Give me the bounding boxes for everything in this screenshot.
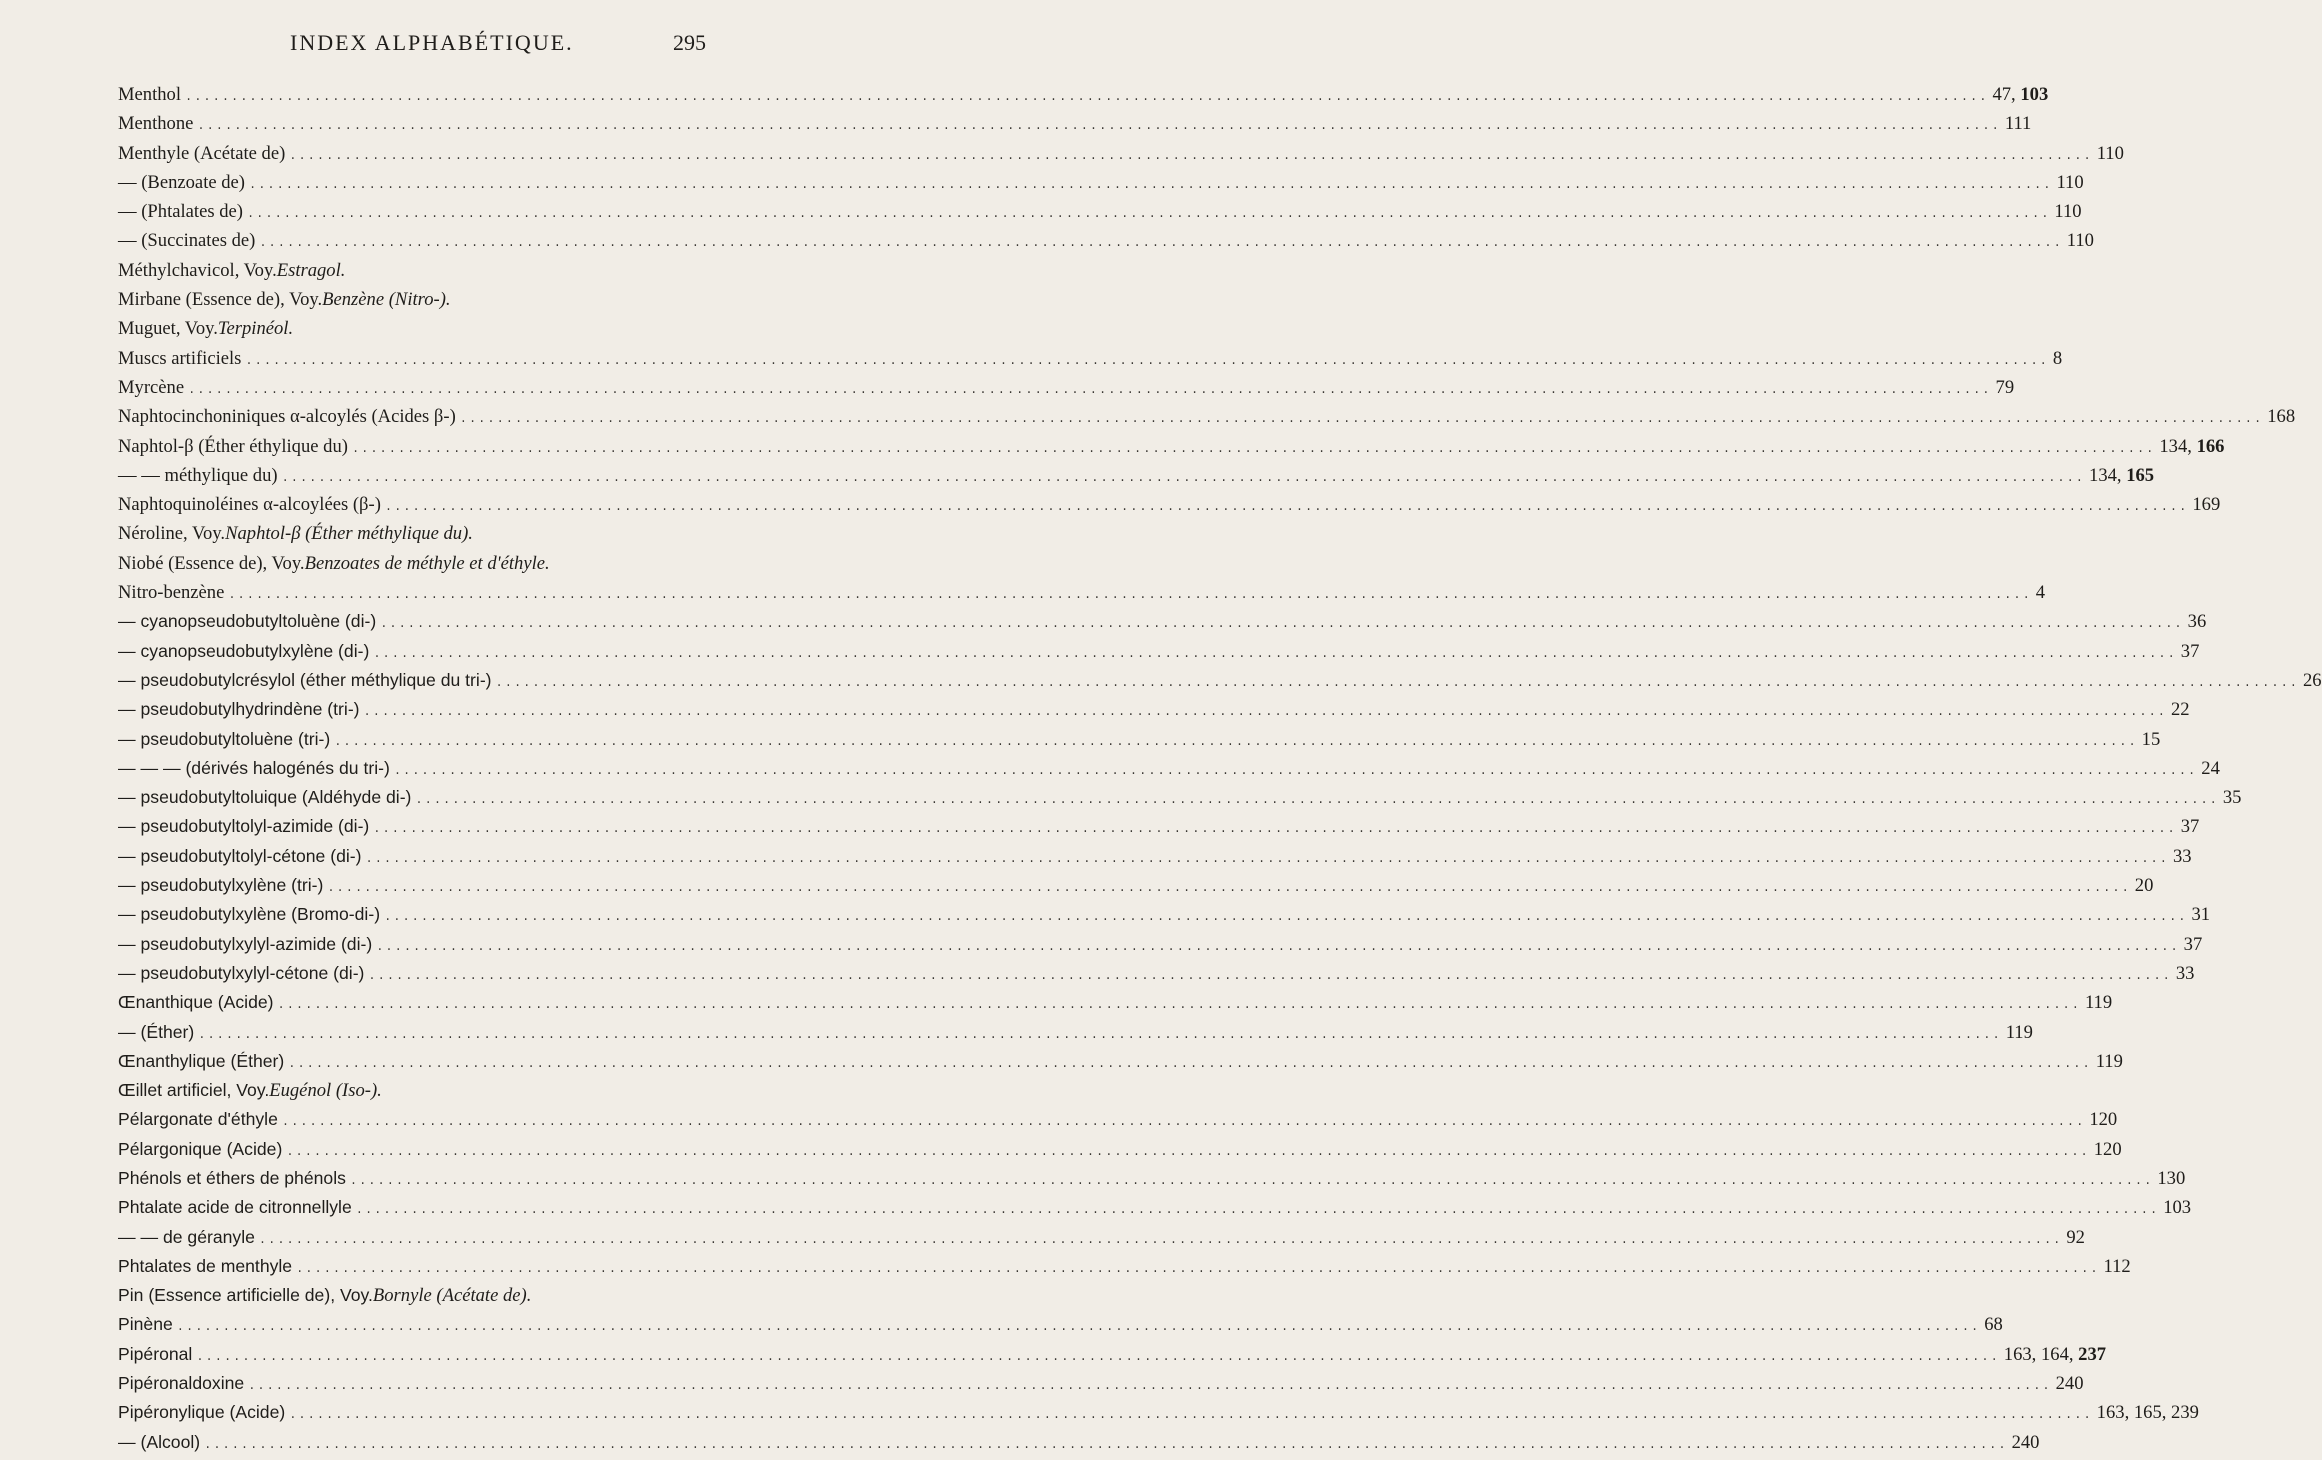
entry-pages: 120 [2093, 1138, 2122, 1160]
entry-label: Pélargonique (Acide) [118, 1138, 283, 1159]
entry-label: Phtalate acide de citronnellyle [118, 1197, 352, 1218]
dot-leader [245, 347, 2048, 376]
dot-leader [286, 1138, 2089, 1167]
index-entry [118, 1223, 2085, 1252]
entry-pages: 20 [2134, 875, 2154, 897]
entry-pages: 168 [2267, 406, 2296, 428]
entry-label: Nitro-benzène [118, 582, 225, 604]
entry-label: — pseudobutyltolyl-azimide (di-) [118, 816, 370, 837]
entry-label: — pseudobutylxylène (Bromo-di-) [118, 904, 381, 925]
index-entry [118, 168, 2084, 197]
entry-pages: 79 [1995, 376, 2015, 398]
entry-pages: 68 [1984, 1314, 2003, 1336]
entry-label: Œnanthylique (Éther) [118, 1050, 285, 1071]
dot-leader [248, 1372, 2051, 1401]
entry-label: — pseudobutylcrésylol (éther méthylique du tri-) [118, 669, 492, 690]
entry-main-page: 237 [2078, 1343, 2107, 1365]
entry-pages: 92 [2066, 1226, 2085, 1248]
index-entry [118, 900, 2211, 929]
entry-pages: 110 [2066, 230, 2094, 252]
entry-label: Naphtoquinoléines α-alcoylées (β-) [118, 494, 381, 516]
entry-label: Œnanthique (Acide) [118, 992, 274, 1013]
dot-leader [282, 1108, 2085, 1137]
dot-leader [198, 1021, 2001, 1050]
entry-pages: 110 [2054, 201, 2082, 223]
index-entry [118, 490, 2221, 519]
entry-main-page: 165 [2126, 464, 2155, 486]
dot-leader [356, 1196, 2159, 1225]
entry-reference: Benzène (Nitro-). [322, 289, 451, 311]
entry-label: Muguet, Voy. [118, 318, 218, 340]
dot-leader [380, 610, 2183, 639]
index-entry [118, 256, 706, 285]
entry-pages: 130 [2157, 1167, 2186, 1189]
index-entry [118, 607, 2207, 636]
index-entry [118, 1281, 706, 1310]
entry-label: — pseudobutylhydrindène (tri-) [118, 699, 360, 720]
dot-leader [368, 962, 2171, 991]
running-head: INDEX ALPHABÉTIQUE. [290, 30, 574, 55]
index-entry [118, 519, 706, 548]
index-entry [118, 695, 2190, 724]
entry-label: — — — (dérivés halogénés du tri-) [118, 757, 390, 778]
index-entry [118, 1369, 2084, 1398]
entry-label: Muscs artificiels [118, 347, 242, 369]
index-entry [118, 549, 706, 578]
entry-reference: Benzoates de méthyle et d'éthyle. [304, 552, 550, 574]
index-entry [118, 1398, 2199, 1427]
index-entry [118, 666, 2322, 695]
entry-label: Pipéronal [118, 1343, 193, 1364]
entry-label: Menthyle (Acétate de) [118, 142, 286, 164]
dot-leader [249, 171, 2052, 200]
index-entry [118, 1428, 2040, 1457]
entry-pages: 47, 103 [1992, 84, 2049, 105]
dot-leader [415, 786, 2218, 815]
entry-pages: 110 [2096, 142, 2124, 164]
entry-label: — (Phtalates de) [118, 201, 243, 223]
index-entry [118, 1193, 2192, 1222]
index-entry [118, 373, 2015, 402]
entry-pages: 240 [2055, 1373, 2084, 1395]
dot-leader [289, 142, 2092, 171]
dot-leader [259, 229, 2062, 258]
index-entry [118, 139, 2124, 168]
index-entry [118, 432, 2225, 461]
dot-leader [373, 815, 2176, 844]
entry-label: — pseudobutyltoluique (Aldéhyde di-) [118, 787, 412, 808]
dot-leader [366, 845, 2169, 874]
dot-leader [352, 435, 2155, 464]
dot-leader [288, 1050, 2091, 1079]
dot-leader [196, 1343, 1999, 1372]
entry-label: — pseudobutyltoluène (tri-) [118, 728, 331, 749]
entry-pages: 37 [2180, 640, 2200, 662]
entry-label: Phtalates de menthyle [118, 1255, 293, 1276]
dot-leader [327, 874, 2130, 903]
dot-leader [385, 493, 2188, 522]
entry-reference: Eugénol (Iso-). [269, 1080, 382, 1102]
entry-pages: 119 [2084, 992, 2113, 1014]
index-entry [118, 1076, 706, 1105]
index-entry [118, 285, 706, 314]
entry-pages: 31 [2191, 904, 2211, 926]
entry-label: Menthol [118, 84, 182, 105]
entry-label: Myrcène [118, 376, 185, 398]
entry-pages: 120 [2089, 1109, 2118, 1131]
entry-label: Pélargonate d'éthyle [118, 1109, 278, 1130]
entry-pages: 8 [2052, 347, 2063, 369]
entry-label: — (Éther) [118, 1021, 195, 1042]
entry-pages: 36 [2187, 611, 2207, 633]
dot-leader [282, 464, 2085, 493]
entry-pages: 37 [2180, 816, 2200, 838]
entry-label: — — méthylique du) [118, 464, 278, 486]
index-entry [118, 754, 2220, 783]
index-entry [118, 109, 2032, 138]
dot-leader [296, 1255, 2099, 1284]
index-entry [118, 1018, 2033, 1047]
index-entry [118, 578, 2046, 607]
entry-pages: 134, 165 [2089, 464, 2155, 486]
entry-pages: 33 [2172, 845, 2192, 867]
dot-leader [247, 200, 2050, 229]
page-header [0, 30, 800, 60]
index-entries [118, 80, 2322, 1457]
entry-label: Naphtol-β (Éther éthylique du) [118, 435, 348, 457]
index-entry [118, 930, 2203, 959]
entry-label: — (Succinates de) [118, 230, 256, 252]
index-entry [118, 1252, 2131, 1281]
entry-pages: 24 [2201, 757, 2220, 779]
index-entry [118, 402, 2296, 431]
entry-pages: 119 [2095, 1050, 2123, 1072]
dot-leader [373, 640, 2176, 669]
entry-pages: 112 [2103, 1255, 2131, 1277]
entry-pages: 110 [2056, 171, 2084, 193]
entry-label: Pinène [118, 1314, 173, 1335]
entry-reference: Terpinéol. [217, 318, 294, 340]
entry-pages: 169 [2192, 494, 2221, 516]
dot-leader [460, 405, 2263, 434]
entry-label: — pseudobutylxylyl-azimide (di-) [118, 933, 373, 954]
dot-leader [394, 757, 2197, 786]
index-entry [118, 80, 2049, 109]
entry-label: Pin (Essence artificielle de), Voy. [118, 1285, 373, 1306]
index-entry [118, 725, 2161, 754]
index-entry [118, 783, 2242, 812]
index-entry [118, 637, 2200, 666]
index-entry [118, 842, 2192, 871]
entry-label: Phénols et éthers de phénols [118, 1167, 346, 1188]
entry-label: Pipéronylique (Acide) [118, 1402, 286, 1423]
index-entry [118, 226, 2094, 255]
entry-label: Naphtocinchoniniques α-alcoylés (Acides β-) [118, 406, 456, 428]
entry-pages: 103 [2163, 1197, 2192, 1219]
entry-main-page: 103 [2020, 84, 2049, 105]
index-entry [118, 871, 2154, 900]
dot-leader [188, 376, 1991, 405]
entry-reference: Naphtol-β (Éther méthylique du). [225, 523, 473, 545]
entry-label: — pseudobutylxylène (tri-) [118, 875, 324, 896]
dot-leader [364, 698, 2167, 727]
dot-leader [376, 933, 2179, 962]
entry-label: Pipéronaldoxine [118, 1373, 245, 1394]
entry-label: — (Alcool) [118, 1431, 201, 1452]
entry-pages: 22 [2170, 699, 2190, 721]
entry-pages: 111 [2004, 113, 2032, 135]
entry-label: Niobé (Essence de), Voy. [118, 552, 305, 574]
entry-label: — cyanopseudobutyltoluène (di-) [118, 611, 377, 632]
index-entry [118, 1310, 2003, 1339]
index-entry [118, 1340, 2107, 1369]
index-entry [118, 812, 2200, 841]
entry-pages: 33 [2175, 962, 2195, 984]
index-entry [118, 314, 706, 343]
entry-pages: 37 [2183, 933, 2203, 955]
dot-leader [259, 1226, 2062, 1255]
entry-pages: 15 [2141, 728, 2161, 750]
entry-pages: 26 [2302, 669, 2322, 691]
dot-leader [278, 991, 2081, 1020]
entry-label: Œillet artificiel, Voy. [118, 1080, 270, 1101]
entry-label: — cyanopseudobutylxylène (di-) [118, 640, 370, 661]
entry-label: — pseudobutyltolyl-cétone (di-) [118, 845, 362, 866]
entry-pages: 35 [2222, 787, 2242, 809]
page-number: 295 [673, 30, 706, 55]
entry-label: Néroline, Voy. [118, 523, 226, 545]
dot-leader [496, 669, 2299, 698]
index-entry [118, 1164, 2186, 1193]
entry-label: Mirbane (Essence de), Voy. [118, 289, 323, 311]
entry-pages: 119 [2005, 1021, 2033, 1043]
dot-leader [228, 581, 2031, 610]
dot-leader [197, 112, 2000, 141]
index-entry [118, 461, 2155, 490]
index-entry [118, 344, 2063, 373]
entry-reference: Estragol. [276, 259, 346, 281]
index-entry [118, 1105, 2118, 1134]
dot-leader [177, 1313, 1980, 1342]
index-entry [118, 1135, 2122, 1164]
dot-leader [334, 728, 2137, 757]
dot-leader [204, 1431, 2007, 1460]
entry-reference: Bornyle (Acétate de). [372, 1285, 532, 1307]
dot-leader [185, 83, 1988, 112]
entry-pages: 163, 165, 239 [2096, 1402, 2199, 1424]
entry-label: Menthone [118, 113, 194, 135]
dot-leader [350, 1167, 2153, 1196]
entry-label: Méthylchavicol, Voy. [118, 259, 277, 281]
index-entry [118, 959, 2195, 988]
entry-label: — (Benzoate de) [118, 171, 245, 193]
entry-pages: 134, 166 [2159, 435, 2225, 457]
entry-main-page: 166 [2196, 435, 2225, 457]
entry-pages: 4 [2035, 582, 2046, 604]
entry-label: — pseudobutylxylyl-cétone (di-) [118, 962, 365, 983]
entry-label: — — de géranyle [118, 1226, 255, 1247]
entry-pages: 240 [2011, 1431, 2040, 1453]
dot-leader [384, 903, 2187, 932]
dot-leader [289, 1401, 2092, 1430]
index-entry [118, 1047, 2123, 1076]
entry-pages: 163, 164, 237 [2003, 1343, 2107, 1365]
index-entry [118, 988, 2113, 1017]
index-entry [118, 197, 2082, 226]
